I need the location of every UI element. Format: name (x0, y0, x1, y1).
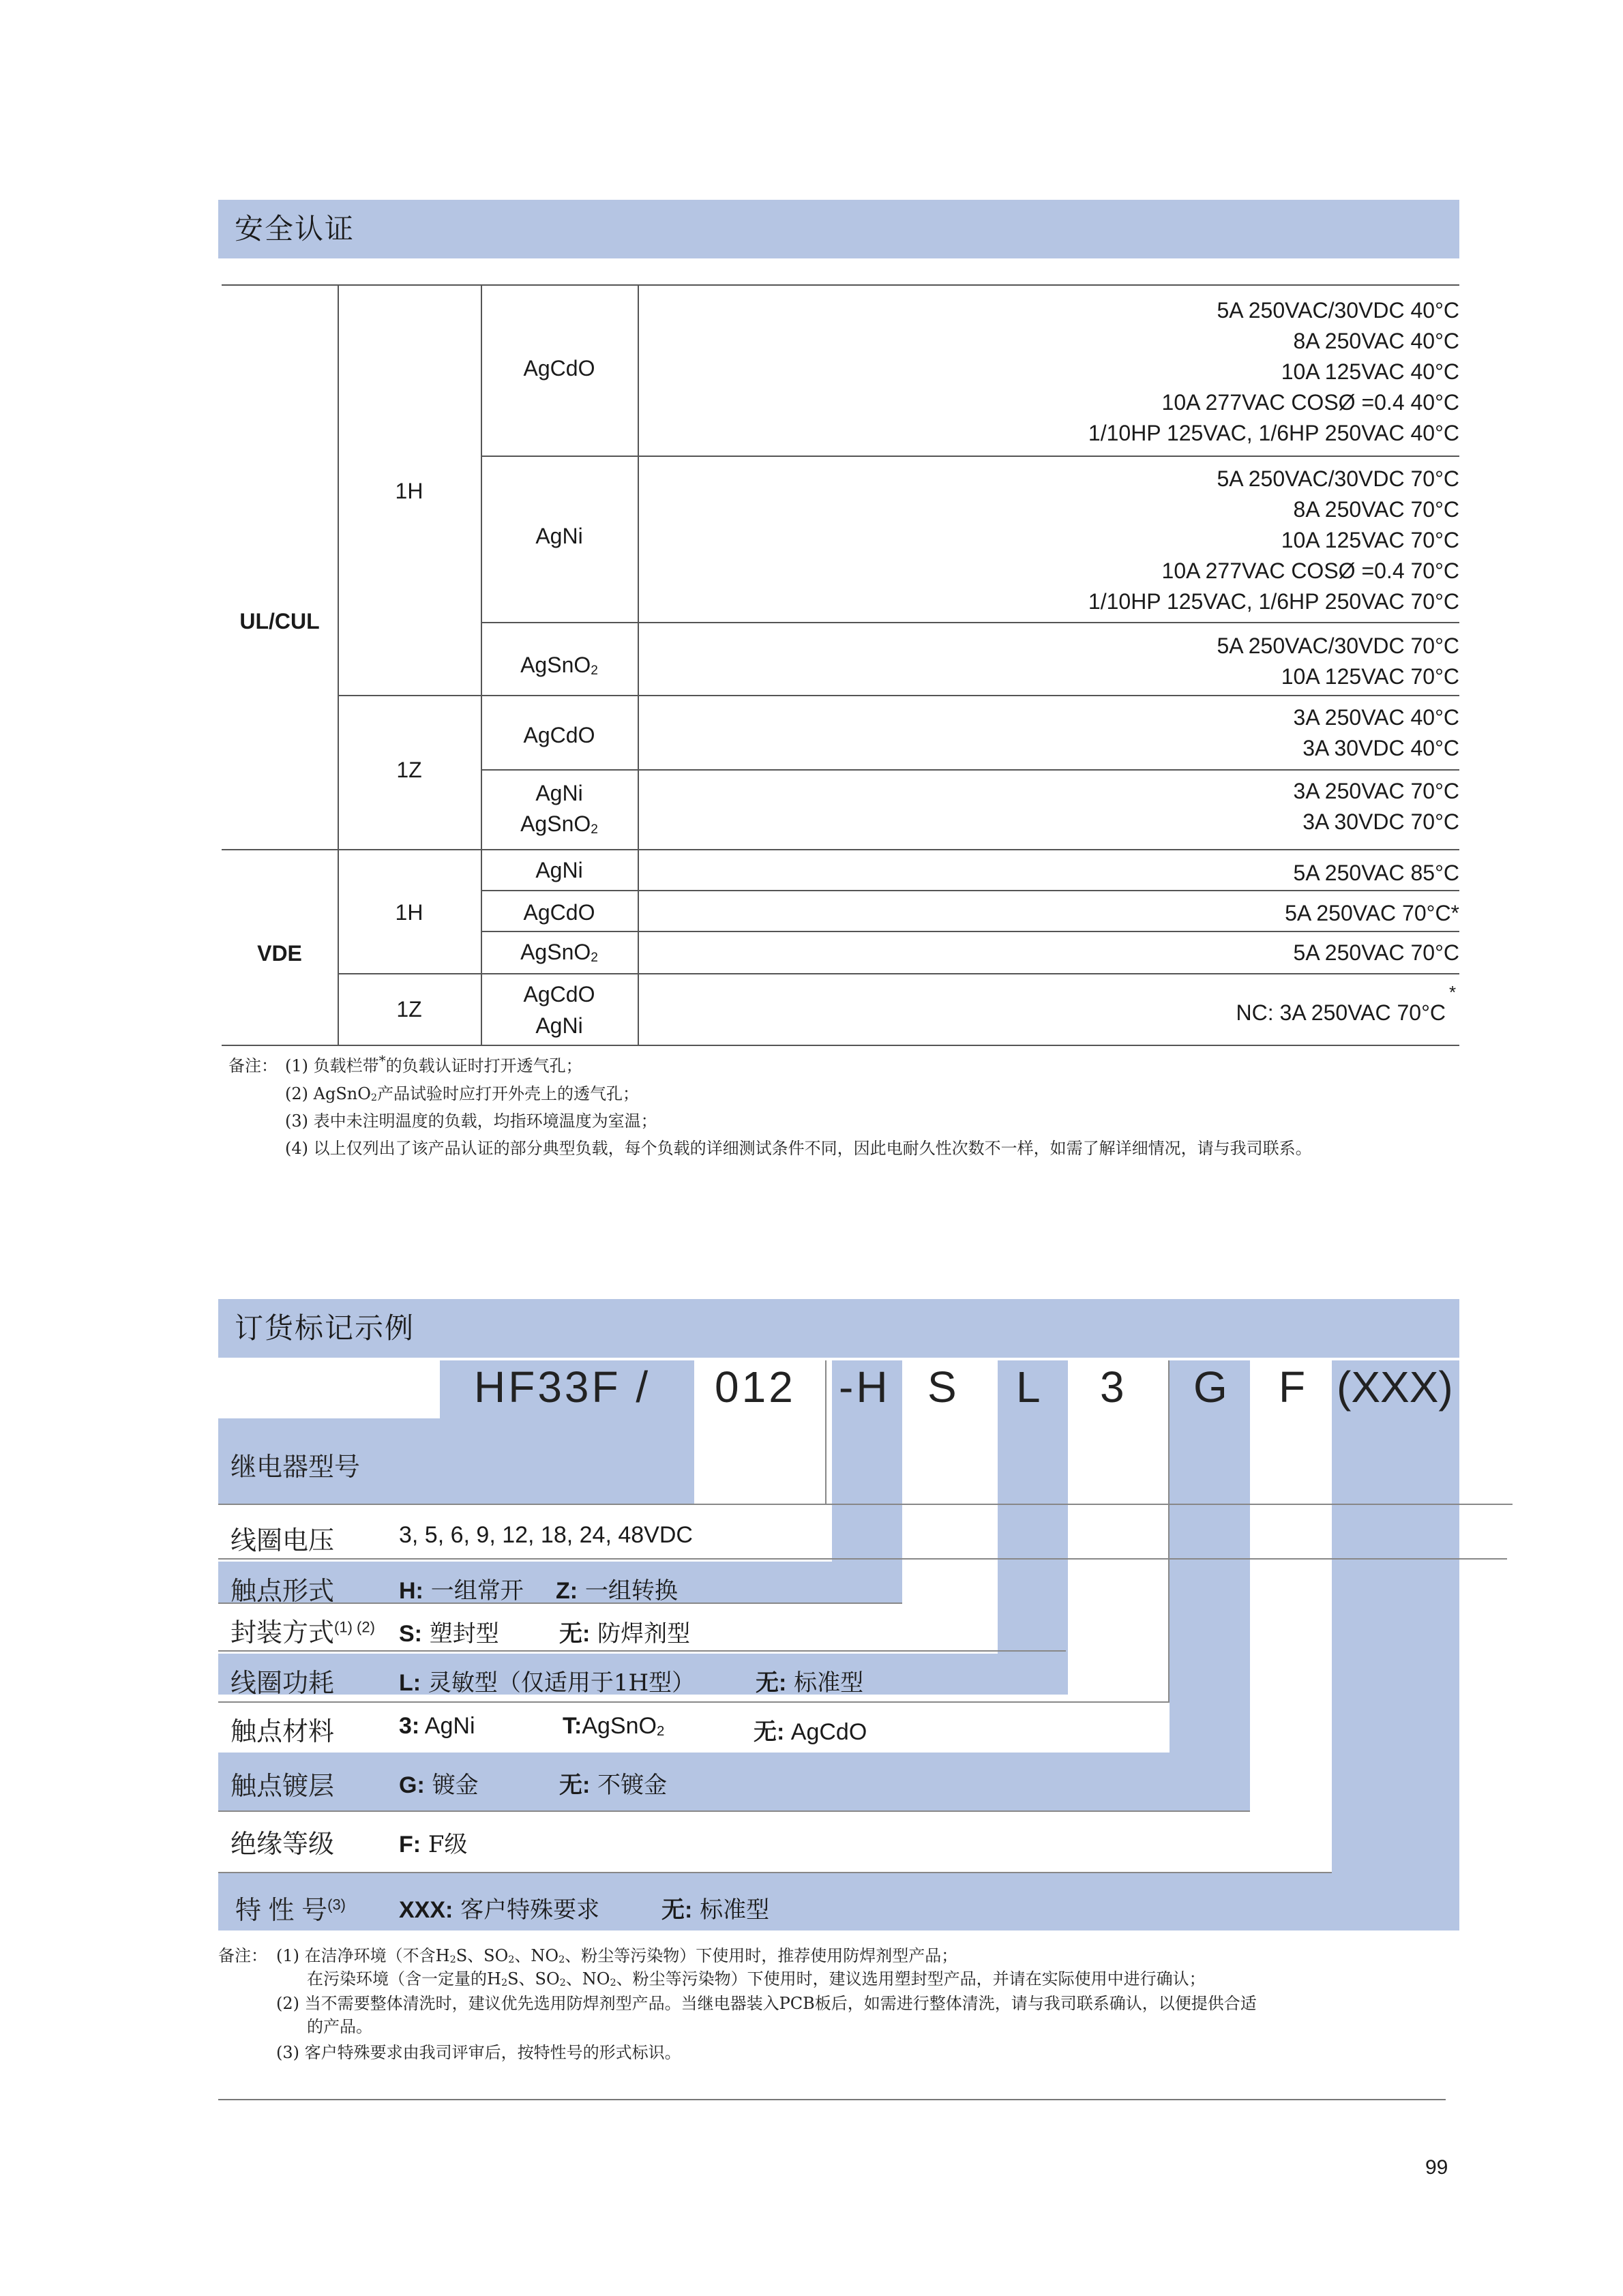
row-divider (481, 769, 1459, 771)
code-bracket-f (1255, 1360, 1332, 1872)
row-value: 3: AgNi (399, 1713, 475, 1739)
load-list: 5A 250VAC/30VDC 70°C 10A 125VAC 70°C (1217, 633, 1459, 689)
material: AgSnO$_2$ (520, 653, 598, 678)
row-label-coil-voltage: 线圈电压 (230, 1527, 335, 1555)
form-1z: 1Z (396, 758, 422, 782)
material: AgNi (535, 858, 583, 882)
row-divider (481, 931, 1459, 932)
material: AgCdO (523, 982, 595, 1007)
table-bottom-border (222, 1045, 1459, 1046)
note-3: (3) 客户特殊要求由我司评审后，按特性号的形式标识。 (276, 2043, 681, 2062)
code-model: HF33F / (474, 1362, 651, 1412)
divider (218, 1701, 1168, 1703)
load-item: NC: 3A 250VAC 70°C (1236, 1000, 1446, 1025)
col-divider (338, 284, 339, 1045)
form-1z: 1Z (396, 997, 422, 1022)
row-value: 无: AgCdO (754, 1719, 867, 1745)
divider (825, 1360, 827, 1504)
notes-label: 备注： (218, 1946, 267, 1965)
ordering-section-title: 订货标记示例 (218, 1299, 1459, 1358)
cert-vde: VDE (257, 941, 302, 966)
row-value: 无: 不镀金 (559, 1772, 668, 1799)
note-4: (4) 以上仅列出了该产品认证的部分典型负载，每个负载的详细测试条件不同，因此电耐久性次数不一样，如需了解详细情况，请与我司联系。 (285, 1139, 1312, 1158)
note-3: (3) 表中未注明温度的负载，均指环境温度为室温； (285, 1112, 657, 1131)
form-1h: 1H (395, 479, 423, 503)
note-2: (2) 当不需要整体清洗时，建议优先选用防焊剂型产品。当继电器装入PCB板后，如需进行整体清洗，请与我司联系确认，以便提供合适 (276, 1994, 1257, 2013)
load-list: 5A 250VAC/30VDC 40°C 8A 250VAC 40°C 10A 125VAC 40°C 10A 277VAC COSØ =0.4 40°C 1/10HP 125VAC, 1/6HP 250VAC 40°C (1088, 298, 1459, 445)
load-list: 3A 250VAC 40°C 3A 30VDC 40°C (1293, 705, 1459, 760)
note-1: (1) 在洁净环境（不含$H_2S$、$SO_2$、$NO_2$、粉尘等污染物）下使用时，推荐使用防焊剂型产品； (276, 1946, 958, 1966)
row-divider (338, 973, 1459, 974)
code-special: (XXX) (1337, 1362, 1453, 1412)
code-plating: G (1193, 1362, 1230, 1412)
material: AgSnO$_2$ (520, 940, 598, 965)
note-1: (1) 负载栏带*的负载认证时打开透气孔； (285, 1052, 582, 1075)
row-value: T:AgSnO$_2$ (563, 1713, 665, 1740)
divider (218, 1417, 438, 1418)
note-1-continued: 在污染环境（含一定量的$H_2S$、$SO_2$、$NO_2$、粉尘等污染物）下使用时，建议选用塑封型产品，并请在实际使用中进行确认； (307, 1969, 1206, 1989)
load-list: 5A 250VAC/30VDC 70°C 8A 250VAC 70°C 10A 125VAC 70°C 10A 277VAC COSØ =0.4 70°C 1/10HP 125VAC, 1/6HP 250VAC 70°C (1088, 466, 1459, 614)
load-list: 3A 250VAC 70°C 3A 30VDC 70°C (1293, 779, 1459, 834)
divider (438, 1360, 440, 1418)
material: AgSnO$_2$ (520, 811, 598, 837)
row-value: S: 塑封型 (399, 1620, 499, 1648)
material: AgNi (535, 1013, 583, 1038)
safety-section-title: 安全认证 (218, 200, 1459, 258)
row-divider (481, 890, 1459, 891)
code-contact-form: -H (839, 1362, 891, 1412)
row-label-coil-power: 线圈功耗 (230, 1669, 335, 1698)
row-value: 3, 5, 6, 9, 12, 18, 24, 48VDC (399, 1522, 693, 1548)
material: AgCdO (523, 900, 595, 925)
row-label-enclosure: 封装方式$^{(1) (2)}$ (230, 1618, 375, 1648)
code-bracket-g (1170, 1360, 1250, 1810)
code-coil-power: L (1016, 1362, 1043, 1412)
footer-rule (218, 2099, 1446, 2100)
row-value: 无: 标准型 (661, 1896, 770, 1924)
divider (218, 1810, 1250, 1812)
row-label-insulation: 绝缘等级 (230, 1830, 335, 1859)
row-label-model: 继电器型号 (230, 1453, 361, 1482)
code-insulation: F (1279, 1362, 1309, 1412)
row-value: 无: 标准型 (756, 1669, 864, 1697)
code-bracket-xxx (1332, 1360, 1459, 1930)
load-item: 5A 250VAC 85°C (1293, 861, 1459, 885)
row-divider (481, 622, 1459, 623)
row-value: H: 一组常开 (399, 1577, 524, 1605)
col-divider (638, 284, 639, 1045)
asterisk: * (1449, 982, 1457, 1002)
row-label-special: 特 性 号$^{(3)}$ (235, 1896, 346, 1925)
divider (1168, 1360, 1170, 1703)
form-1h: 1H (395, 900, 423, 925)
row-label-contact-material: 触点材料 (230, 1718, 335, 1746)
divider (218, 1650, 1066, 1652)
material: AgCdO (523, 723, 595, 747)
code-enclosure: S (927, 1362, 959, 1412)
material: AgCdO (523, 356, 595, 381)
page-number: 99 (1425, 2156, 1448, 2179)
row-label-contact-form: 触点形式 (230, 1577, 335, 1606)
row-value: G: 镀金 (399, 1772, 479, 1799)
row-divider (222, 849, 1459, 850)
note-2-continued: 的产品。 (307, 2017, 372, 2036)
row-value: 无: 防焊剂型 (559, 1620, 691, 1648)
table-top-border (222, 284, 1459, 286)
divider (218, 1558, 1507, 1560)
notes-label: 备注： (228, 1056, 278, 1075)
load-item: 5A 250VAC 70°C (1293, 940, 1459, 965)
material: AgNi (535, 524, 583, 548)
code-contact-material: 3 (1100, 1362, 1127, 1412)
row-divider (338, 695, 1459, 696)
row-value: Z: 一组转换 (556, 1577, 678, 1605)
row-label-plating: 触点镀层 (230, 1772, 335, 1801)
cert-ul-cul: UL/CUL (239, 609, 320, 633)
row-value: XXX: 客户特殊要求 (399, 1896, 600, 1924)
note-2: (2) AgSnO$_2$产品试验时应打开外壳上的透气孔； (285, 1084, 640, 1104)
row-value: F: F级 (399, 1831, 468, 1858)
divider (218, 1872, 1332, 1873)
row-band (218, 1753, 1250, 1810)
code-voltage: 012 (715, 1362, 796, 1412)
divider (218, 1504, 1513, 1505)
load-item: 5A 250VAC 70°C* (1285, 901, 1459, 925)
row-value: L: 灵敏型（仅适用于1H型） (399, 1669, 696, 1697)
material: AgNi (535, 781, 583, 805)
row-divider (481, 456, 1459, 457)
